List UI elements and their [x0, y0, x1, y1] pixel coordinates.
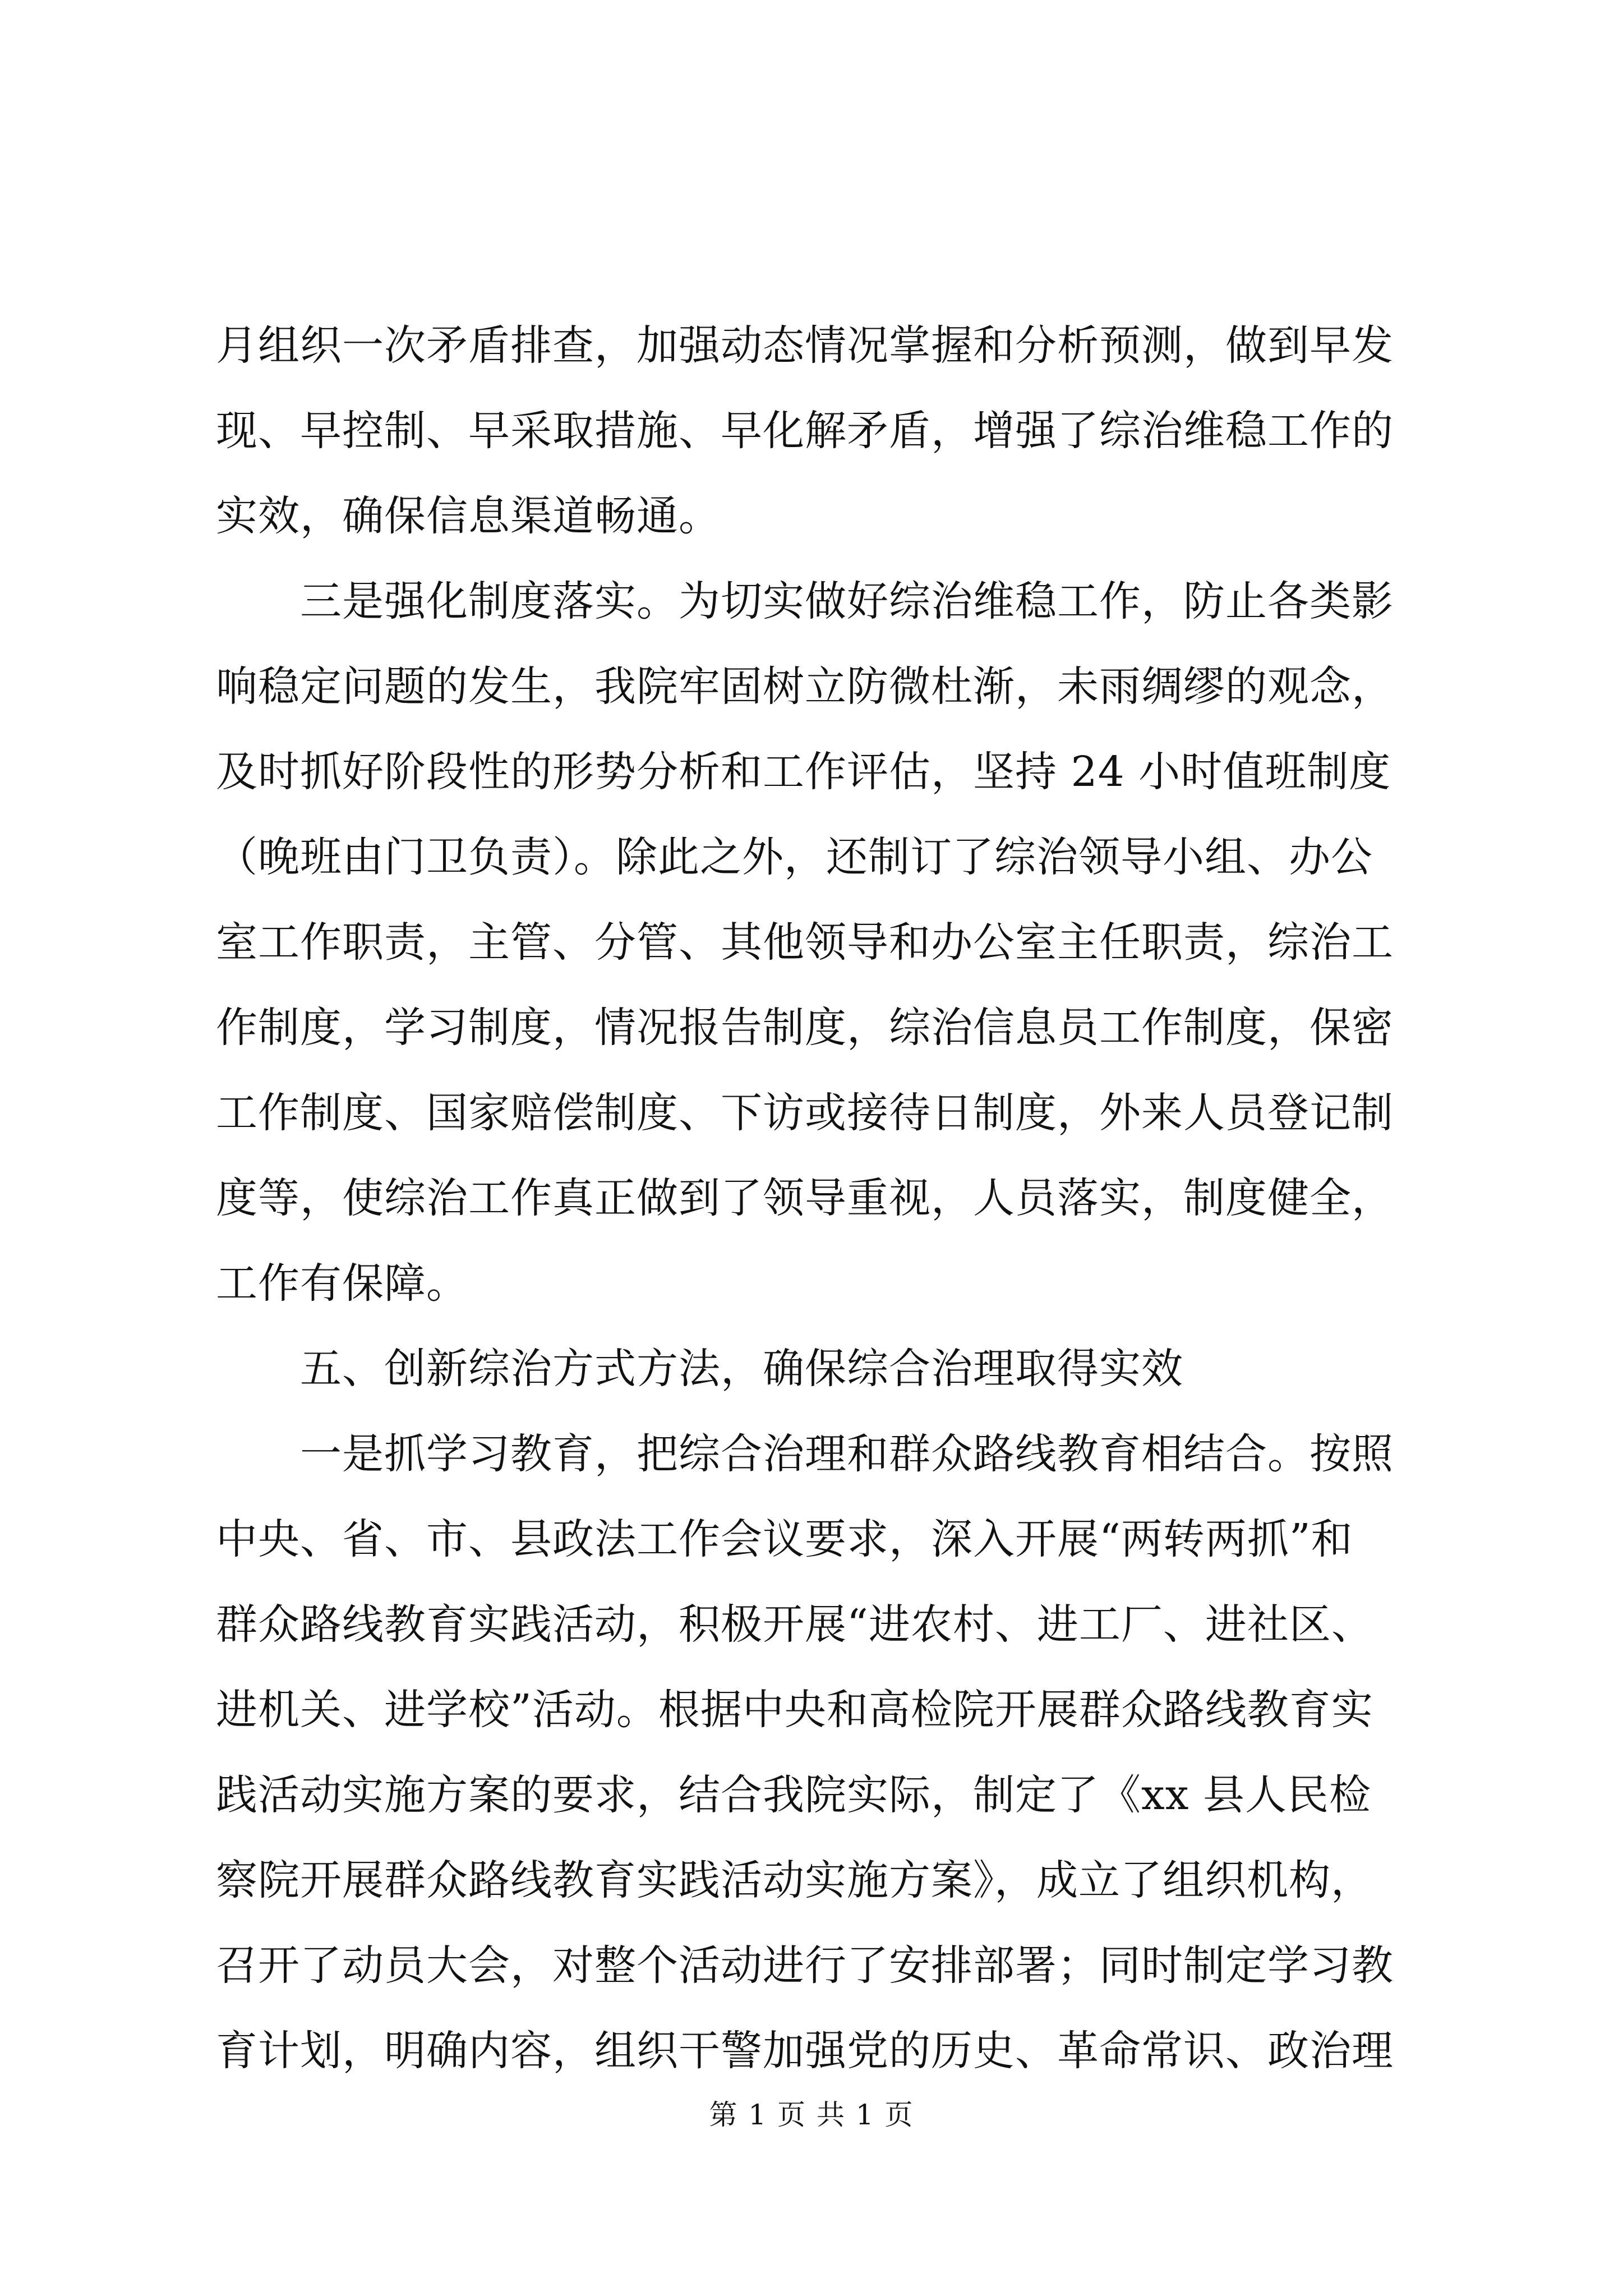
text-line: 群众路线教育实践活动，积极开展“进农村、进工厂、进社区、 — [216, 1600, 1373, 1649]
page-number-footer: 第 1 页 共 1 页 — [709, 2099, 914, 2131]
text-line: 度等，使综治工作真正做到了领导重视，人员落实，制度健全， — [216, 1174, 1394, 1222]
text-line: 响稳定问题的发生，我院牢固树立防微杜渐，未雨绸缪的观念， — [216, 662, 1394, 711]
text-line: 工作制度、国家赔偿制度、下访或接待日制度，外来人员登记制 — [216, 1089, 1394, 1137]
text-line: 月组织一次矛盾排查，加强动态情况掌握和分析预测，做到早发 — [216, 321, 1394, 370]
text-line: 进机关、进学校”活动。根据中央和高检院开展群众路线教育实 — [216, 1686, 1373, 1734]
paragraph-start-line: 一是抓学习教育，把综合治理和群众路线教育相结合。按照 — [300, 1430, 1394, 1478]
text-line: （晚班由门卫负责）。除此之外，还制订了综治领导小组、办公 — [216, 833, 1373, 881]
text-line: 作制度，学习制度，情况报告制度，综治信息员工作制度，保密 — [216, 1004, 1394, 1052]
text-line: 及时抓好阶段性的形势分析和工作评估，坚持 24 小时值班制度 — [216, 748, 1391, 796]
paragraph-start-line: 三是强化制度落实。为切实做好综治维稳工作，防止各类影 — [300, 577, 1394, 625]
text-line: 育计划，明确内容，组织干警加强党的历史、革命常识、政治理 — [216, 2027, 1394, 2075]
text-line: 室工作职责，主管、分管、其他领导和办公室主任职责，综治工 — [216, 918, 1394, 967]
text-line: 工作有保障。 — [216, 1259, 468, 1308]
text-line: 现、早控制、早采取措施、早化解矛盾，增强了综治维稳工作的 — [216, 407, 1394, 455]
document-body — [216, 303, 1416, 2093]
text-line: 中央、省、市、县政法工作会议要求，深入开展“两转两抓”和 — [216, 1515, 1353, 1563]
text-line: 践活动实施方案的要求，结合我院实际，制定了《xx 县人民检 — [216, 1771, 1371, 1819]
text-line: 实效，确保信息渠道畅通。 — [216, 492, 721, 540]
text-line: 召开了动员大会，对整个活动进行了安排部署；同时制定学习教 — [216, 1941, 1394, 1990]
text-line: 察院开展群众路线教育实践活动实施方案》，成立了组织机构， — [216, 1856, 1373, 1904]
section-heading: 五、创新综治方式方法，确保综合治理取得实效 — [300, 1345, 1183, 1393]
